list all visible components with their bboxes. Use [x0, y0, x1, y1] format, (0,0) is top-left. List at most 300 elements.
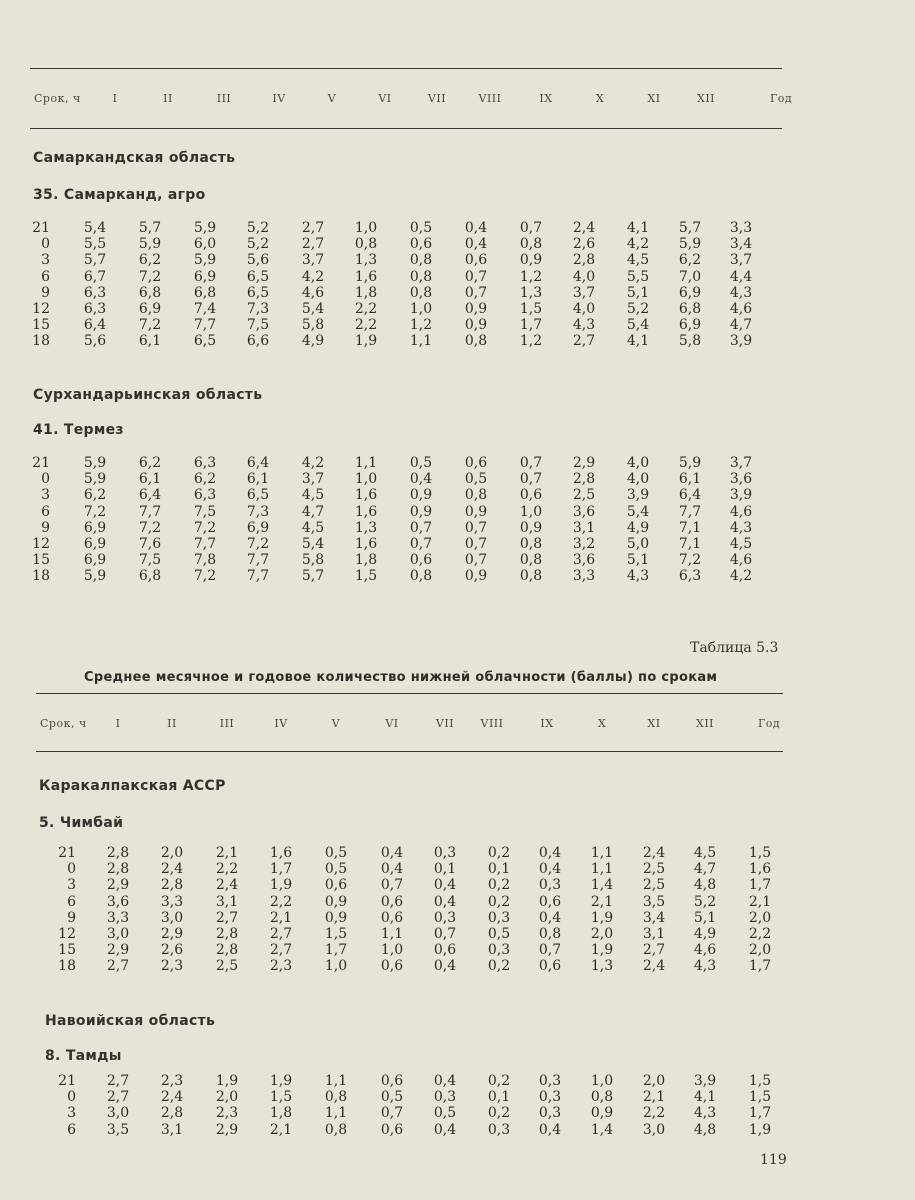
value-cell: 0,6	[380, 1073, 404, 1089]
value-cell: 6,2	[138, 455, 162, 471]
value-cell: 0,7	[464, 284, 488, 301]
value-cell: 5,9	[138, 236, 162, 253]
value-cell: 5,2	[246, 236, 270, 253]
value-cell: 2,5	[215, 958, 239, 975]
value-cell: 1,6	[748, 861, 772, 878]
column-header: X	[597, 717, 607, 730]
table-row	[0, 520, 915, 536]
table-row	[0, 252, 915, 268]
value-cell: 6,9	[193, 268, 217, 285]
value-cell: 7,7	[193, 535, 217, 552]
value-cell: 5,9	[193, 220, 217, 236]
value-cell: 6,4	[246, 455, 270, 471]
value-cell: 4,0	[626, 471, 650, 488]
value-cell: 5,7	[678, 220, 702, 236]
value-cell: 5,1	[626, 284, 650, 301]
value-cell: 1,9	[269, 1073, 293, 1089]
value-cell: 0,4	[538, 845, 562, 861]
value-cell: 1,6	[269, 845, 293, 861]
column-header: XII	[696, 92, 716, 105]
term-hour-cell: 9	[67, 909, 76, 926]
value-cell: 6,8	[138, 568, 162, 585]
value-cell: 0,5	[433, 1105, 457, 1122]
value-cell: 5,1	[693, 909, 717, 926]
value-cell: 6,3	[678, 568, 702, 585]
value-cell: 1,7	[748, 877, 772, 894]
value-cell: 1,0	[354, 220, 378, 236]
value-cell: 1,4	[590, 877, 614, 894]
value-cell: 3,9	[693, 1073, 717, 1089]
value-cell: 3,0	[106, 1105, 130, 1122]
table-header-bottom-rule	[36, 751, 783, 752]
value-cell: 1,2	[409, 317, 433, 334]
value-cell: 3,3	[729, 220, 753, 236]
value-cell: 1,2	[519, 268, 543, 285]
value-cell: 4,1	[626, 333, 650, 350]
value-cell: 5,9	[83, 568, 107, 585]
value-cell: 2,7	[106, 1073, 130, 1089]
value-cell: 2,7	[215, 909, 239, 926]
value-cell: 5,9	[83, 471, 107, 488]
value-cell: 1,4	[590, 1121, 614, 1138]
value-cell: 1,1	[590, 861, 614, 878]
value-cell: 4,0	[626, 455, 650, 471]
value-cell: 7,3	[246, 503, 270, 520]
value-cell: 2,5	[572, 487, 596, 504]
value-cell: 0,8	[538, 925, 562, 942]
data-table-tamdy	[0, 1073, 915, 1138]
value-cell: 4,9	[626, 519, 650, 536]
term-hour-cell: 18	[32, 333, 50, 350]
value-cell: 2,2	[269, 893, 293, 910]
table-row	[0, 1122, 915, 1138]
value-cell: 0,7	[380, 877, 404, 894]
value-cell: 0,5	[464, 471, 488, 488]
column-header: VII	[435, 717, 455, 730]
value-cell: 2,4	[160, 861, 184, 878]
value-cell: 2,9	[215, 1121, 239, 1138]
value-cell: 6,5	[246, 487, 270, 504]
value-cell: 7,3	[246, 300, 270, 317]
table-header-lower	[0, 717, 915, 737]
value-cell: 2,0	[748, 909, 772, 926]
value-cell: 0,4	[433, 958, 457, 975]
value-cell: 3,7	[301, 252, 325, 269]
value-cell: 1,8	[354, 552, 378, 569]
value-cell: 0,4	[538, 1121, 562, 1138]
value-cell: 4,0	[572, 300, 596, 317]
value-cell: 4,4	[729, 268, 753, 285]
value-cell: 1,0	[519, 503, 543, 520]
value-cell: 5,8	[301, 317, 325, 334]
value-cell: 7,6	[138, 535, 162, 552]
value-cell: 2,2	[354, 317, 378, 334]
value-cell: 1,3	[354, 519, 378, 536]
value-cell: 7,7	[246, 568, 270, 585]
value-cell: 0,9	[464, 503, 488, 520]
value-cell: 1,6	[354, 535, 378, 552]
term-hour-cell: 3	[41, 487, 50, 504]
value-cell: 7,2	[246, 535, 270, 552]
term-hour-cell: 3	[67, 877, 76, 894]
column-header: VI	[385, 717, 399, 730]
column-header: IX	[540, 717, 554, 730]
value-cell: 3,1	[160, 1121, 184, 1138]
value-cell: 3,9	[626, 487, 650, 504]
term-hour-cell: 0	[41, 236, 50, 253]
value-cell: 7,5	[193, 503, 217, 520]
value-cell: 5,2	[626, 300, 650, 317]
value-cell: 2,7	[301, 236, 325, 253]
value-cell: 2,8	[572, 471, 596, 488]
value-cell: 6,0	[193, 236, 217, 253]
value-cell: 2,4	[215, 877, 239, 894]
value-cell: 5,9	[678, 455, 702, 471]
value-cell: 6,1	[246, 471, 270, 488]
value-cell: 3,4	[642, 909, 666, 926]
value-cell: 7,1	[678, 535, 702, 552]
value-cell: 1,7	[324, 942, 348, 959]
header-bottom-rule	[30, 128, 782, 129]
page-number: 119	[760, 1152, 787, 1168]
value-cell: 0,5	[324, 861, 348, 878]
table-row	[0, 471, 915, 487]
value-cell: 2,9	[106, 877, 130, 894]
value-cell: 0,2	[487, 1105, 511, 1122]
value-cell: 0,3	[538, 877, 562, 894]
value-cell: 0,5	[324, 845, 348, 861]
table-row	[0, 269, 915, 285]
value-cell: 0,3	[433, 845, 457, 861]
value-cell: 0,7	[519, 455, 543, 471]
term-hour-cell: 0	[67, 1089, 76, 1106]
value-cell: 3,6	[572, 503, 596, 520]
region-heading: Каракалпакская АССР	[39, 778, 226, 794]
term-hour-cell: 15	[32, 552, 50, 569]
value-cell: 0,3	[487, 1121, 511, 1138]
value-cell: 0,6	[538, 958, 562, 975]
value-cell: 5,0	[626, 535, 650, 552]
value-cell: 0,4	[433, 1121, 457, 1138]
value-cell: 6,9	[138, 300, 162, 317]
value-cell: 0,6	[464, 455, 488, 471]
table-row	[0, 504, 915, 520]
value-cell: 6,3	[83, 300, 107, 317]
value-cell: 0,4	[380, 845, 404, 861]
table-row	[0, 894, 915, 910]
value-cell: 4,8	[693, 1121, 717, 1138]
value-cell: 1,5	[354, 568, 378, 585]
value-cell: 5,4	[626, 503, 650, 520]
value-cell: 0,8	[519, 236, 543, 253]
value-cell: 3,5	[642, 893, 666, 910]
value-cell: 5,1	[626, 552, 650, 569]
value-cell: 1,6	[354, 503, 378, 520]
value-cell: 1,5	[748, 1073, 772, 1089]
value-cell: 0,5	[380, 1089, 404, 1106]
value-cell: 1,9	[354, 333, 378, 350]
value-cell: 7,7	[678, 503, 702, 520]
data-table-samarkand	[0, 220, 915, 350]
value-cell: 2,2	[748, 925, 772, 942]
value-cell: 2,7	[269, 942, 293, 959]
table-row	[0, 845, 915, 861]
value-cell: 1,0	[354, 471, 378, 488]
value-cell: 0,7	[464, 268, 488, 285]
value-cell: 1,9	[590, 909, 614, 926]
value-cell: 2,6	[572, 236, 596, 253]
value-cell: 2,1	[215, 845, 239, 861]
value-cell: 7,8	[193, 552, 217, 569]
value-cell: 1,5	[269, 1089, 293, 1106]
value-cell: 1,9	[590, 942, 614, 959]
region-heading: Сурхандарьинская область	[33, 387, 263, 403]
value-cell: 2,9	[106, 942, 130, 959]
value-cell: 6,9	[678, 317, 702, 334]
term-hour-cell: 18	[32, 568, 50, 585]
value-cell: 0,8	[324, 1089, 348, 1106]
value-cell: 4,3	[693, 958, 717, 975]
term-hour-cell: 21	[32, 455, 50, 471]
value-cell: 3,7	[729, 455, 753, 471]
value-cell: 0,2	[487, 877, 511, 894]
value-cell: 1,6	[354, 487, 378, 504]
value-cell: 7,2	[193, 568, 217, 585]
value-cell: 0,7	[409, 535, 433, 552]
value-cell: 0,8	[409, 284, 433, 301]
value-cell: 0,9	[464, 568, 488, 585]
value-cell: 0,7	[433, 925, 457, 942]
value-cell: 3,7	[301, 471, 325, 488]
value-cell: 4,2	[626, 236, 650, 253]
column-header: IV	[272, 92, 286, 105]
value-cell: 3,0	[106, 925, 130, 942]
value-cell: 4,5	[693, 845, 717, 861]
value-cell: 6,8	[193, 284, 217, 301]
value-cell: 1,9	[215, 1073, 239, 1089]
value-cell: 7,2	[138, 519, 162, 536]
value-cell: 3,6	[106, 893, 130, 910]
table-row	[0, 958, 915, 974]
value-cell: 1,0	[409, 300, 433, 317]
value-cell: 2,1	[269, 909, 293, 926]
table-top-rule	[36, 693, 783, 694]
table-title: Среднее месячное и годовое количество нижней облачности (баллы) по срокам	[84, 670, 718, 685]
value-cell: 0,7	[464, 535, 488, 552]
column-header: V	[331, 717, 341, 730]
value-cell: 0,8	[464, 487, 488, 504]
value-cell: 0,4	[538, 861, 562, 878]
value-cell: 4,3	[626, 568, 650, 585]
data-table-termez	[0, 455, 915, 585]
value-cell: 2,0	[642, 1073, 666, 1089]
value-cell: 6,5	[246, 268, 270, 285]
value-cell: 0,1	[487, 861, 511, 878]
value-cell: 1,1	[354, 455, 378, 471]
value-cell: 2,1	[590, 893, 614, 910]
term-hour-cell: 9	[41, 284, 50, 301]
value-cell: 1,0	[590, 1073, 614, 1089]
value-cell: 2,8	[215, 925, 239, 942]
term-hour-cell: 21	[32, 220, 50, 236]
value-cell: 6,9	[83, 519, 107, 536]
column-header: XII	[695, 717, 715, 730]
term-hour-cell: 0	[67, 861, 76, 878]
value-cell: 6,3	[193, 487, 217, 504]
value-cell: 0,3	[487, 909, 511, 926]
term-hour-cell: 3	[41, 252, 50, 269]
value-cell: 3,9	[729, 333, 753, 350]
value-cell: 5,7	[301, 568, 325, 585]
value-cell: 6,9	[83, 535, 107, 552]
table-row	[0, 1089, 915, 1105]
value-cell: 5,8	[678, 333, 702, 350]
value-cell: 3,0	[642, 1121, 666, 1138]
value-cell: 6,1	[678, 471, 702, 488]
value-cell: 2,0	[160, 845, 184, 861]
column-header: VI	[378, 92, 392, 105]
value-cell: 4,6	[729, 552, 753, 569]
value-cell: 0,1	[487, 1089, 511, 1106]
value-cell: 5,5	[626, 268, 650, 285]
value-cell: 3,6	[572, 552, 596, 569]
value-cell: 0,2	[487, 1073, 511, 1089]
value-cell: 7,2	[138, 268, 162, 285]
value-cell: 6,5	[193, 333, 217, 350]
value-cell: 0,9	[590, 1105, 614, 1122]
value-cell: 2,0	[590, 925, 614, 942]
value-cell: 2,6	[160, 942, 184, 959]
value-cell: 0,7	[464, 552, 488, 569]
value-cell: 6,3	[193, 455, 217, 471]
column-header: V	[327, 92, 337, 105]
table-row	[0, 926, 915, 942]
term-hour-cell: 18	[58, 958, 76, 975]
column-header: Год	[770, 92, 793, 105]
value-cell: 6,7	[83, 268, 107, 285]
value-cell: 7,2	[193, 519, 217, 536]
value-cell: 7,0	[678, 268, 702, 285]
column-header: VIII	[480, 717, 504, 730]
value-cell: 4,1	[626, 220, 650, 236]
value-cell: 2,8	[160, 877, 184, 894]
station-heading: 5. Чимбай	[39, 815, 124, 831]
value-cell: 1,1	[324, 1073, 348, 1089]
table-row	[0, 1105, 915, 1121]
column-header: X	[595, 92, 605, 105]
value-cell: 2,3	[160, 1073, 184, 1089]
term-hour-cell: 12	[58, 925, 76, 942]
value-cell: 1,6	[354, 268, 378, 285]
value-cell: 4,3	[729, 519, 753, 536]
region-heading: Самаркандская область	[33, 150, 236, 166]
column-header: Год	[758, 717, 781, 730]
value-cell: 0,8	[354, 236, 378, 253]
value-cell: 1,5	[324, 925, 348, 942]
value-cell: 6,2	[138, 252, 162, 269]
value-cell: 0,6	[519, 487, 543, 504]
value-cell: 0,9	[519, 519, 543, 536]
value-cell: 0,8	[464, 333, 488, 350]
value-cell: 1,1	[380, 925, 404, 942]
value-cell: 3,2	[572, 535, 596, 552]
value-cell: 6,3	[83, 284, 107, 301]
column-header: I	[112, 92, 118, 105]
table-row	[0, 333, 915, 349]
value-cell: 4,7	[729, 317, 753, 334]
value-cell: 0,9	[519, 252, 543, 269]
term-hour-cell: 9	[41, 519, 50, 536]
value-cell: 3,5	[106, 1121, 130, 1138]
value-cell: 6,4	[83, 317, 107, 334]
value-cell: 1,0	[324, 958, 348, 975]
value-cell: 1,3	[354, 252, 378, 269]
table-row	[0, 536, 915, 552]
term-hour-cell: 6	[41, 503, 50, 520]
value-cell: 4,1	[693, 1089, 717, 1106]
value-cell: 0,3	[487, 942, 511, 959]
value-cell: 4,2	[301, 455, 325, 471]
column-header: IX	[539, 92, 553, 105]
value-cell: 0,5	[409, 220, 433, 236]
value-cell: 0,8	[324, 1121, 348, 1138]
term-hour-cell: 0	[41, 471, 50, 488]
term-hour-cell: 6	[41, 268, 50, 285]
value-cell: 4,2	[729, 568, 753, 585]
column-header: VIII	[478, 92, 502, 105]
value-cell: 6,1	[138, 333, 162, 350]
station-heading: 35. Самарканд, агро	[33, 187, 206, 203]
value-cell: 0,2	[487, 893, 511, 910]
value-cell: 4,5	[729, 535, 753, 552]
term-hour-cell: 15	[58, 942, 76, 959]
value-cell: 1,1	[590, 845, 614, 861]
value-cell: 0,3	[538, 1105, 562, 1122]
value-cell: 2,4	[572, 220, 596, 236]
value-cell: 2,2	[642, 1105, 666, 1122]
value-cell: 4,3	[729, 284, 753, 301]
value-cell: 6,2	[193, 471, 217, 488]
value-cell: 0,6	[380, 1121, 404, 1138]
value-cell: 6,8	[678, 300, 702, 317]
value-cell: 2,1	[748, 893, 772, 910]
value-cell: 1,9	[748, 1121, 772, 1138]
value-cell: 2,8	[106, 845, 130, 861]
value-cell: 0,2	[487, 845, 511, 861]
value-cell: 4,7	[693, 861, 717, 878]
value-cell: 5,9	[193, 252, 217, 269]
value-cell: 1,9	[269, 877, 293, 894]
value-cell: 0,8	[409, 268, 433, 285]
value-cell: 4,0	[572, 268, 596, 285]
value-cell: 4,9	[693, 925, 717, 942]
value-cell: 0,8	[409, 568, 433, 585]
term-hour-cell: 12	[32, 535, 50, 552]
table-row	[0, 942, 915, 958]
value-cell: 6,2	[83, 487, 107, 504]
value-cell: 0,3	[538, 1073, 562, 1089]
value-cell: 5,5	[83, 236, 107, 253]
value-cell: 0,8	[409, 252, 433, 269]
value-cell: 5,7	[83, 252, 107, 269]
value-cell: 3,1	[572, 519, 596, 536]
value-cell: 2,1	[269, 1121, 293, 1138]
value-cell: 1,8	[269, 1105, 293, 1122]
value-cell: 0,8	[519, 552, 543, 569]
value-cell: 0,9	[409, 487, 433, 504]
value-cell: 2,1	[642, 1089, 666, 1106]
value-cell: 6,5	[246, 284, 270, 301]
